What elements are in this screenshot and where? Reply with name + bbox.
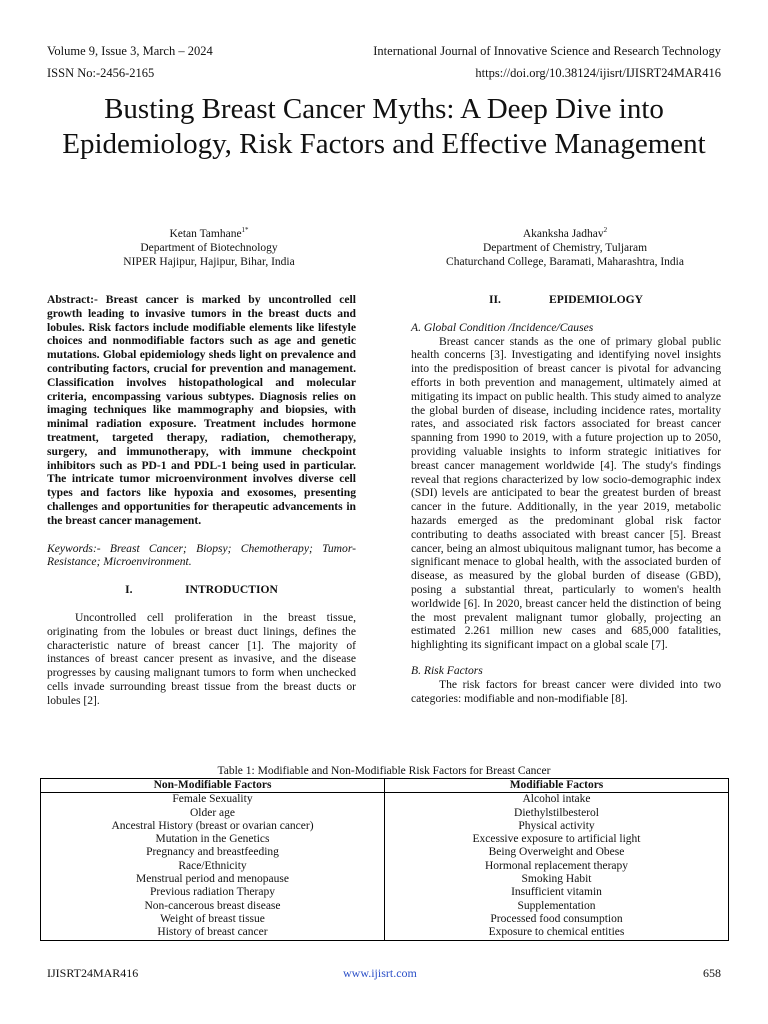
paper-title: Busting Breast Cancer Myths: A Deep Dive into Epidemiology, Risk Factors and Effective Management — [62, 93, 706, 160]
author-sup: 1* — [241, 226, 249, 234]
author-block-2 — [420, 223, 710, 269]
section-number: II. — [488, 293, 501, 306]
table-cell: Pregnancy and breastfeeding — [41, 846, 385, 859]
table-row — [41, 793, 729, 807]
risk-factors-paragraph: The risk factors for breast cancer were divided into two categories: modifiable and non-modifiable [8]. — [411, 677, 721, 705]
table-cell: Physical activity — [385, 820, 729, 833]
table-cell: Exposure to chemical entities — [385, 926, 729, 940]
volume-info: Volume 9, Issue 3, March – 2024 — [47, 44, 213, 58]
author-dept: Department of Biotechnology — [140, 241, 278, 254]
table-row — [41, 900, 729, 913]
table-cell: Insufficient vitamin — [385, 886, 729, 899]
table-cell: Race/Ethnicity — [41, 860, 385, 873]
table-row — [41, 873, 729, 886]
table-cell: Excessive exposure to artificial light — [385, 833, 729, 846]
keywords: Keywords:- Breast Cancer; Biopsy; Chemotherapy; Tumor-Resistance; Microenvironment. — [47, 541, 356, 569]
introduction-paragraph: Uncontrolled cell proliferation in the breast tissue, originating from the lobules or breast duct linings, defines the characteristic nature of breast cancer [1]. The majority of instances of breast cancer present as invasive, and the disease progresses by causing malignant tumors to form when unchecked cells invade surrounding breast tissue from the breast ducts or lobules [2]. — [47, 610, 356, 707]
table-cell: Older age — [41, 807, 385, 820]
author-name: Akanksha Jadhav — [522, 227, 604, 240]
table-cell: Menstrual period and menopause — [41, 873, 385, 886]
section-title: EPIDEMIOLOGY — [548, 293, 644, 306]
author-name: Ketan Tamhane — [169, 227, 242, 240]
author-dept: Department of Chemistry, Tuljaram — [482, 241, 648, 254]
author-affil: Chaturchand College, Baramati, Maharashtra, India — [446, 255, 684, 268]
table-cell: Previous radiation Therapy — [41, 886, 385, 899]
table-cell: Alcohol intake — [385, 793, 729, 807]
section-heading-epidemiology — [411, 293, 721, 307]
section-number: I. — [125, 583, 133, 597]
table-row — [41, 860, 729, 873]
table-cell: Ancestral History (breast or ovarian cancer) — [41, 820, 385, 833]
table-cell: Mutation in the Genetics — [41, 833, 385, 846]
table-row — [41, 820, 729, 833]
author-affil: NIPER Hajipur, Hajipur, Bihar, India — [123, 255, 295, 268]
table-cell: Being Overweight and Obese — [385, 846, 729, 859]
issn: ISSN No:-2456-2165 — [47, 66, 155, 80]
abstract: Abstract:- Breast cancer is marked by uncontrolled cell growth leading to invasive tumors in the breast ducts and lobules. Risk factors include modifiable elements like lifestyle choices and nonmodifiable factors such as age and genetic mutations. Global epidemiology sheds light on prevalence and contributing factors, crucial for prevention and management. Classification involves histopathological and molecular criteria, encompassing various subtypes. Diagnosis relies on imaging techniques like mammography and biopsies, with minimal radiation exposure. Treatment includes hormone treatment, targeted therapy, radiation, chemotherapy, surgery, and immunotherapy, with immune checkpoint inhibitors such as PD-1 and PDL-1 being used in particular. The intricate tumor microenvironment involves diverse cell types and factors like hypoxia and exosomes, presenting challenges and opportunities for therapeutic advancements in the breast cancer management. — [47, 293, 356, 527]
table-cell: Smoking Habit — [385, 873, 729, 886]
column-header: Non-Modifiable Factors — [41, 779, 385, 793]
author-sup: 2 — [603, 226, 608, 234]
table-row — [41, 807, 729, 820]
table-row — [41, 833, 729, 846]
left-column — [47, 293, 356, 708]
risk-factors-table — [40, 778, 729, 941]
author-block-1 — [84, 223, 334, 269]
epidemiology-paragraph: Breast cancer stands as the one of primary global public health concerns [3]. Investigating and identifying novel insights into the predisposition of breast cancer is pivotal for advancing efforts in both prevention and management, ultimately aimed at mitigating its impact on public health. This study aimed to analyze the global burden of disease, including incidence rates, mortality rates, and associated risk factors associated for breast cancer spanning from 1990 to 2019, with a future projection up to 2050, providing valuable insights to inform strategic initiatives for breast cancer management worldwide [4]. The study's findings reveal that regions characterized by low socio-demographic index (SDI) levels are anticipated to bear the greatest burden of breast cancer in the future. Additionally, in the year 2019, metabolic hazards emerged as the predominant global risk factor contributing to deaths associated with breast cancer [5]. Breast cancer, being an almost ubiquitous malignant tumor, has become a significant menace to global health, with the associated burden of disease, as measured by the global burden of disease (GBD), posing a substantial threat, particularly to women's health worldwide [6]. In 2020, breast cancer held the distinction of being the most prevalent malignant tumor globally, projecting an estimated 2.261 million new cases and 685,000 fatalities, highlighting its significant impact on a global scale [7]. — [411, 334, 721, 652]
doi-link[interactable]: https://doi.org/10.38124/ijisrt/IJISRT24MAR416 — [475, 66, 721, 80]
footer-site-link[interactable]: www.ijisrt.com — [343, 966, 417, 980]
subsection-heading-risk: B. Risk Factors — [411, 663, 483, 677]
page-number: 658 — [703, 966, 721, 980]
table-cell: Non-cancerous breast disease — [41, 900, 385, 913]
table-row — [41, 926, 729, 940]
table-header-row — [41, 779, 729, 793]
table-cell: Weight of breast tissue — [41, 913, 385, 926]
table-cell: History of breast cancer — [41, 926, 385, 940]
section-title: INTRODUCTION — [185, 583, 278, 597]
table-cell: Diethylstilbesterol — [385, 807, 729, 820]
table-caption: Table 1: Modifiable and Non-Modifiable Risk Factors for Breast Cancer — [217, 765, 551, 777]
right-column — [411, 293, 721, 705]
table-row — [41, 886, 729, 899]
table-cell: Hormonal replacement therapy — [385, 860, 729, 873]
journal-name: International Journal of Innovative Science and Research Technology — [373, 44, 721, 58]
footer-code: IJISRT24MAR416 — [47, 966, 139, 980]
table-cell: Female Sexuality — [41, 793, 385, 807]
table-row — [41, 846, 729, 859]
table-row — [41, 913, 729, 926]
column-header: Modifiable Factors — [385, 779, 729, 793]
table-cell: Processed food consumption — [385, 913, 729, 926]
table-cell: Supplementation — [385, 900, 729, 913]
subsection-heading-global: A. Global Condition /Incidence/Causes — [411, 320, 594, 334]
section-heading-introduction — [47, 583, 356, 597]
